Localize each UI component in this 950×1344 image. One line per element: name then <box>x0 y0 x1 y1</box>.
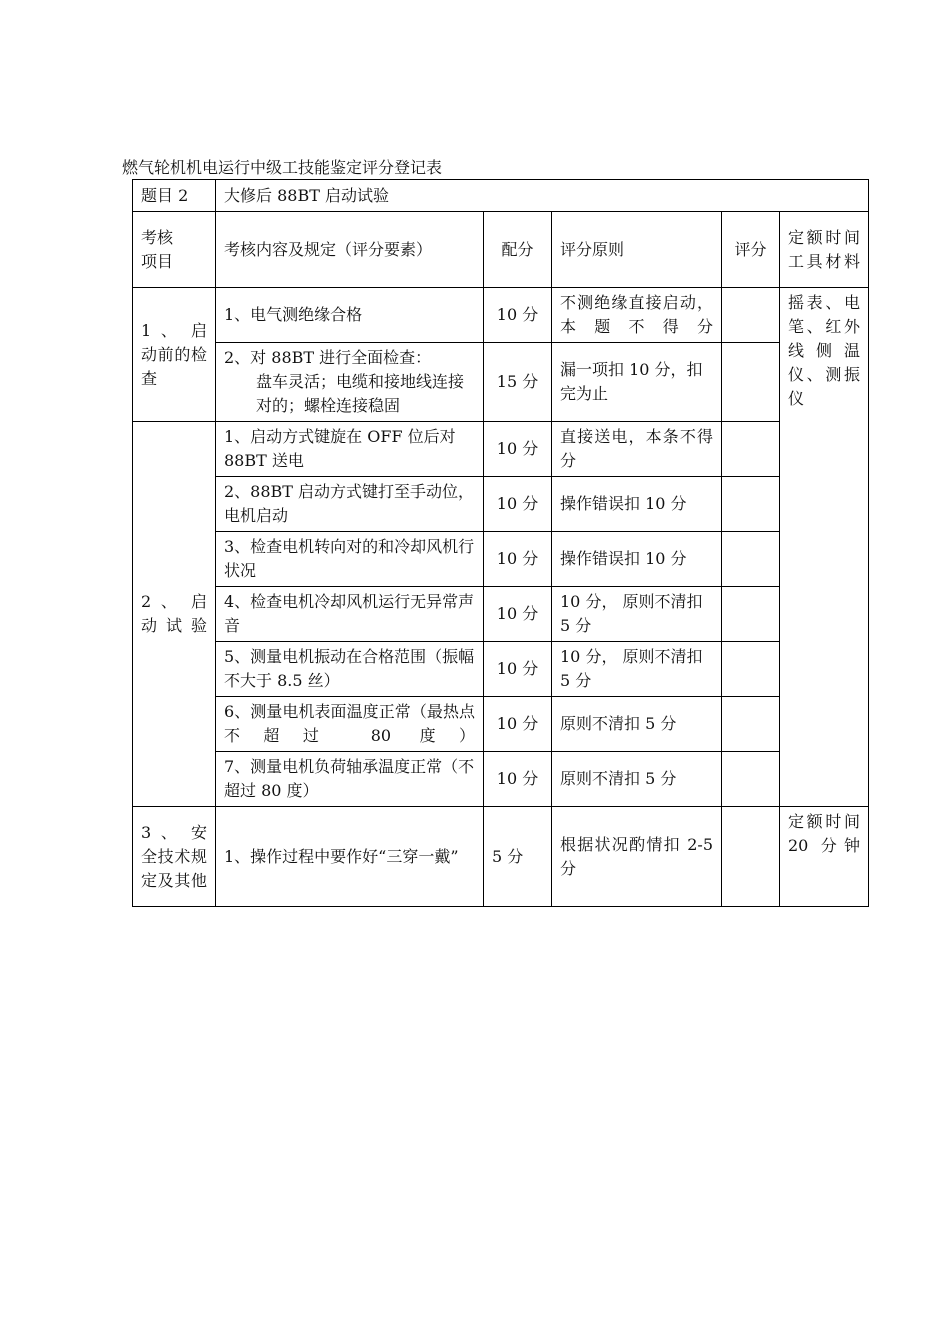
topic-value: 大修后 88BT 启动试验 <box>216 180 869 212</box>
row-content: 1、电气测绝缘合格 <box>216 288 484 343</box>
row-principle: 直接送电，本条不得分 <box>552 422 722 477</box>
row-content: 4、检查电机冷却风机运行无异常声音 <box>216 587 484 642</box>
row-points: 10 分 <box>484 477 552 532</box>
table-row <box>133 642 869 697</box>
row-points: 10 分 <box>484 752 552 807</box>
row-score-cell[interactable] <box>722 587 780 642</box>
row-points: 10 分 <box>484 422 552 477</box>
table-row <box>133 422 869 477</box>
table-row <box>133 477 869 532</box>
col-header-item: 考核 项目 <box>133 212 216 288</box>
column-header-row <box>133 212 869 288</box>
row-points: 15 分 <box>484 343 552 422</box>
row-principle: 原则不清扣 5 分 <box>552 697 722 752</box>
row-points: 10 分 <box>484 587 552 642</box>
row-score-cell[interactable] <box>722 343 780 422</box>
col-header-principle: 评分原则 <box>552 212 722 288</box>
row-score-cell[interactable] <box>722 642 780 697</box>
row-principle: 根据状况酌情扣 2-5 分 <box>552 807 722 907</box>
section-name: 1 、 启动前的检查 <box>133 288 216 422</box>
table-row <box>133 288 869 343</box>
table-row <box>133 807 869 907</box>
col-header-content: 考核内容及规定（评分要素） <box>216 212 484 288</box>
col-header-score: 评分 <box>722 212 780 288</box>
row-content-main: 2、对 88BT 进行全面检查： <box>224 348 432 367</box>
col-header-tools: 定额时间工具材料 <box>780 212 869 288</box>
row-content: 2、88BT 启动方式键打至手动位，电机启动 <box>216 477 484 532</box>
row-principle: 操作错误扣 10 分 <box>552 532 722 587</box>
row-points: 10 分 <box>484 697 552 752</box>
row-content: 1、启动方式键旋在 OFF 位后对 88BT 送电 <box>216 422 484 477</box>
row-principle: 不测绝缘直接启动，本题不得分 <box>552 288 722 343</box>
row-score-cell[interactable] <box>722 752 780 807</box>
row-content-sub: 盘车灵活；电缆和接地线连接对的；螺栓连接稳固 <box>256 372 465 415</box>
row-content: 7、测量电机负荷轴承温度正常（不超过 80 度） <box>216 752 484 807</box>
page-title: 燃气轮机机电运行中级工技能鉴定评分登记表 <box>122 158 443 177</box>
table-row <box>133 343 869 422</box>
topic-row <box>133 180 869 212</box>
row-score-cell[interactable] <box>722 288 780 343</box>
row-principle: 漏一项扣 10 分，扣完为止 <box>552 343 722 422</box>
table-row <box>133 752 869 807</box>
row-principle: 10 分， 原则不清扣 5 分 <box>552 642 722 697</box>
row-score-cell[interactable] <box>722 532 780 587</box>
row-points: 5 分 <box>484 807 552 907</box>
tools-time: 定额时间 20 分钟 <box>780 807 869 907</box>
table-row <box>133 587 869 642</box>
row-content: 6、测量电机表面温度正常（最热点不超过 80 度） <box>216 697 484 752</box>
row-score-cell[interactable] <box>722 477 780 532</box>
row-content <box>216 343 484 422</box>
row-points: 10 分 <box>484 642 552 697</box>
table-row <box>133 532 869 587</box>
table-row <box>133 697 869 752</box>
row-content: 3、检查电机转向对的和冷却风机行状况 <box>216 532 484 587</box>
topic-label: 题目 2 <box>133 180 216 212</box>
row-content: 5、测量电机振动在合格范围（振幅不大于 8.5 丝） <box>216 642 484 697</box>
tools-materials: 摇表、电笔、红外线侧温仪、测振仪 <box>780 288 869 807</box>
row-principle: 原则不清扣 5 分 <box>552 752 722 807</box>
section-name: 2 、 启动试验 <box>133 422 216 807</box>
section-name: 3 、 安全技术规定及其他 <box>133 807 216 907</box>
row-principle: 操作错误扣 10 分 <box>552 477 722 532</box>
row-score-cell[interactable] <box>722 807 780 907</box>
row-points: 10 分 <box>484 532 552 587</box>
row-content: 1、操作过程中要作好“三穿一戴” <box>216 807 484 907</box>
scoring-table <box>132 179 869 907</box>
row-score-cell[interactable] <box>722 697 780 752</box>
row-score-cell[interactable] <box>722 422 780 477</box>
row-principle: 10 分， 原则不清扣 5 分 <box>552 587 722 642</box>
col-header-points: 配分 <box>484 212 552 288</box>
row-points: 10 分 <box>484 288 552 343</box>
